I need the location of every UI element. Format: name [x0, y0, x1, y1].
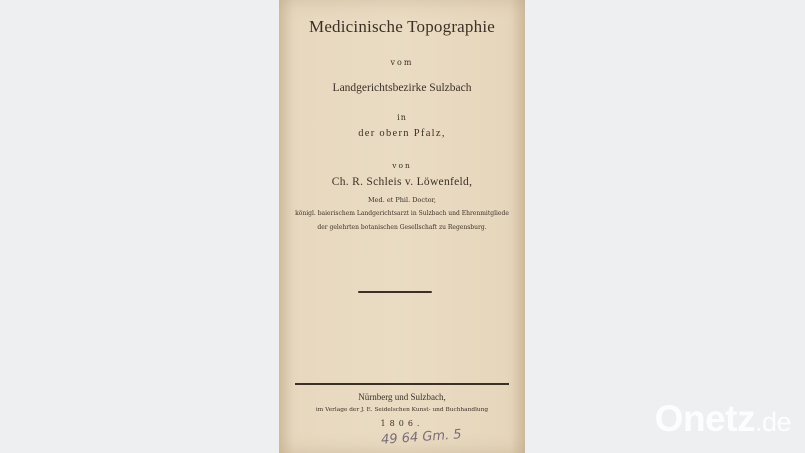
- publication-year: 1806.: [380, 419, 424, 428]
- publication-place: Nürnberg und Sulzbach,: [358, 392, 446, 402]
- author-degree: Med. et Phil. Doctor,: [368, 196, 436, 204]
- author-role-line-1: königl. baierischem Landgerichtsarzt in Sulzbach und Ehrenmitgliede: [295, 210, 509, 217]
- region-line: der obern Pfalz,: [358, 128, 446, 139]
- author-role-line-2: der gelehrten botanischen Gesellschaft zu Regensburg.: [317, 224, 487, 231]
- title-page: [279, 0, 525, 453]
- handwritten-shelfmark: 49 64 Gm. 5: [380, 427, 463, 448]
- logo-brand: Onetz: [654, 398, 755, 439]
- word-von: von: [392, 161, 412, 170]
- word-in: in: [397, 113, 407, 122]
- logo-tld: .de: [754, 407, 791, 437]
- decorative-rule: [358, 291, 432, 293]
- imprint-rule: [295, 383, 509, 385]
- author-name: Ch. R. Schleis v. Löwenfeld,: [331, 176, 473, 188]
- word-vom: vom: [390, 58, 414, 67]
- publisher-line: im Verlage der J. E. Seidelschen Kunst- und Buchhandlung: [315, 407, 489, 413]
- book-subtitle: Landgerichtsbezirke Sulzbach: [332, 82, 472, 94]
- book-title: Medicinische Topographie: [309, 17, 495, 36]
- onetz-logo: [655, 398, 791, 440]
